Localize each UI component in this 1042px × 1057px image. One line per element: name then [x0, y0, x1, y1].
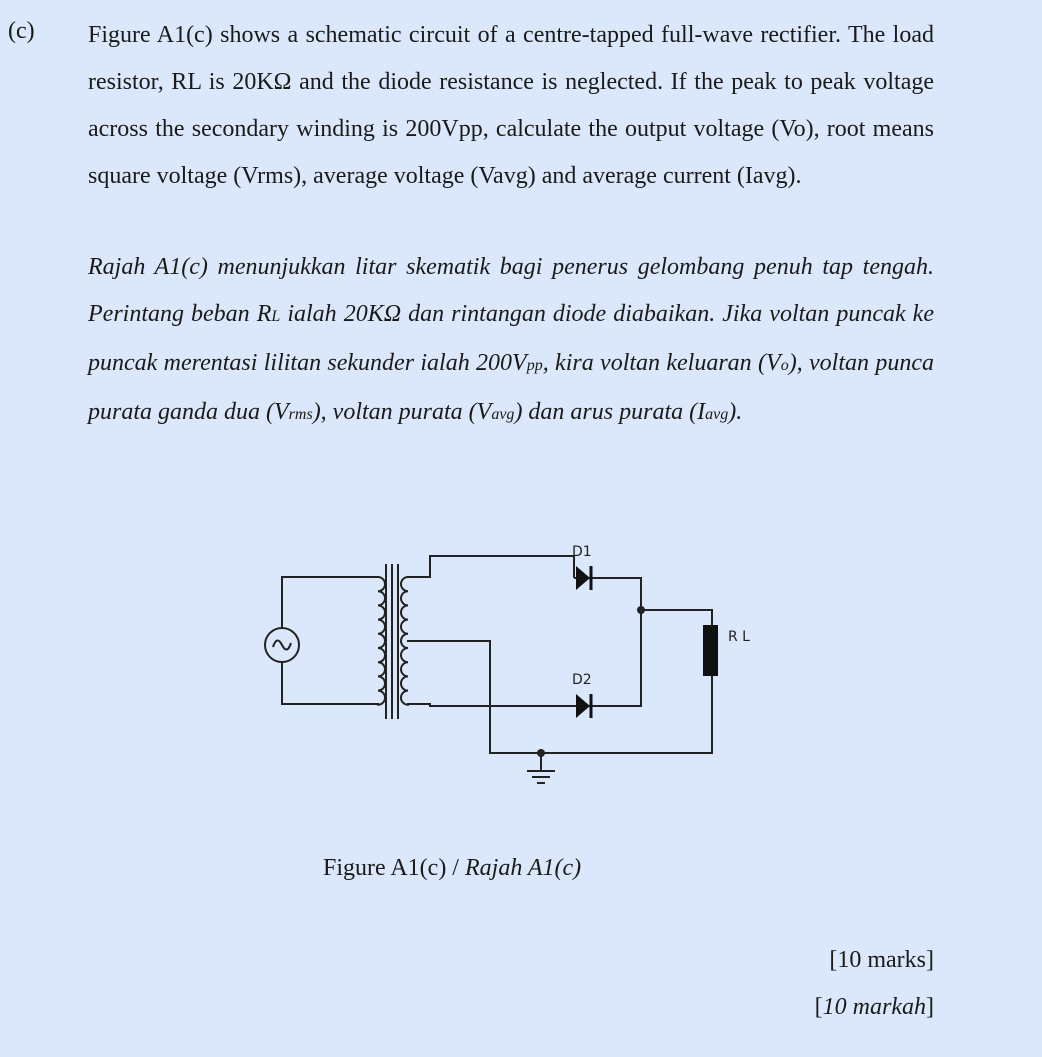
question-text-english: Figure A1(c) shows a schematic circuit of a centre-tapped full-wave rectifier. The load resistor, RL is 20KΩ and the diode resistance is neglected. If the peak to peak voltage across the secondary winding is 200Vpp, calculate the output voltage (Vo), root means square voltage (Vrms), average voltage (Vavg) and average current (Iavg).	[88, 22, 934, 189]
caption-malay: Rajah A1(c)	[464, 855, 582, 881]
label-rl: R L	[728, 629, 750, 645]
caption-english: Figure A1(c) /	[323, 855, 465, 881]
ground-icon	[527, 753, 555, 783]
question-text-malay	[88, 244, 934, 438]
malay-sub-3: o	[780, 357, 789, 374]
malay-text-3: , kira voltan keluaran (V	[542, 350, 781, 376]
question-label: (c)	[8, 18, 35, 44]
marks-malay-close: ]	[926, 994, 934, 1020]
wire-to-load	[641, 610, 712, 625]
malay-sub-6: avg	[705, 406, 729, 423]
marks-malay-open: [	[814, 994, 823, 1020]
marks-malay-text: 10 markah	[822, 994, 926, 1020]
junction-dot-top	[637, 606, 645, 614]
marks-english: [10 marks]	[829, 947, 934, 973]
ac-source-icon	[265, 628, 299, 662]
malay-text-6: ) dan arus purata (I	[514, 399, 706, 425]
centre-tap-wire	[408, 641, 712, 753]
malay-sub-1: L	[271, 308, 281, 325]
diode-d1	[574, 566, 594, 590]
secondary-coil	[401, 577, 408, 705]
primary-wire-bottom	[282, 663, 378, 704]
malay-text-5: ), voltan purata (V	[312, 399, 492, 425]
rectifier-circuit-diagram	[240, 530, 780, 810]
malay-text-7: ).	[728, 399, 743, 425]
malay-text-4: ), voltan punca purata ganda dua (V	[88, 350, 934, 425]
label-d1: D1	[572, 544, 592, 560]
primary-wire	[282, 577, 378, 628]
malay-sub-5: avg	[491, 406, 515, 423]
malay-sub-4: rms	[288, 406, 313, 423]
diode-d2	[574, 694, 594, 718]
wire-d1-out	[594, 578, 641, 706]
malay-sub-2: pp	[526, 357, 543, 374]
primary-coil	[378, 577, 385, 705]
figure-caption	[323, 855, 581, 882]
malay-text-2: ialah 20KΩ dan rintangan diode diabaikan. Jika voltan puncak ke puncak merentasi lilitan sekunder ialah 200V	[88, 301, 934, 376]
wire-to-d1	[408, 556, 574, 577]
load-resistor	[703, 625, 718, 676]
label-d2: D2	[572, 672, 592, 688]
marks-malay	[815, 994, 934, 1021]
malay-text-1: Rajah A1(c) menunjukkan litar skematik bagi penerus gelombang penuh tap tengah. Perintang beban R	[88, 254, 934, 327]
